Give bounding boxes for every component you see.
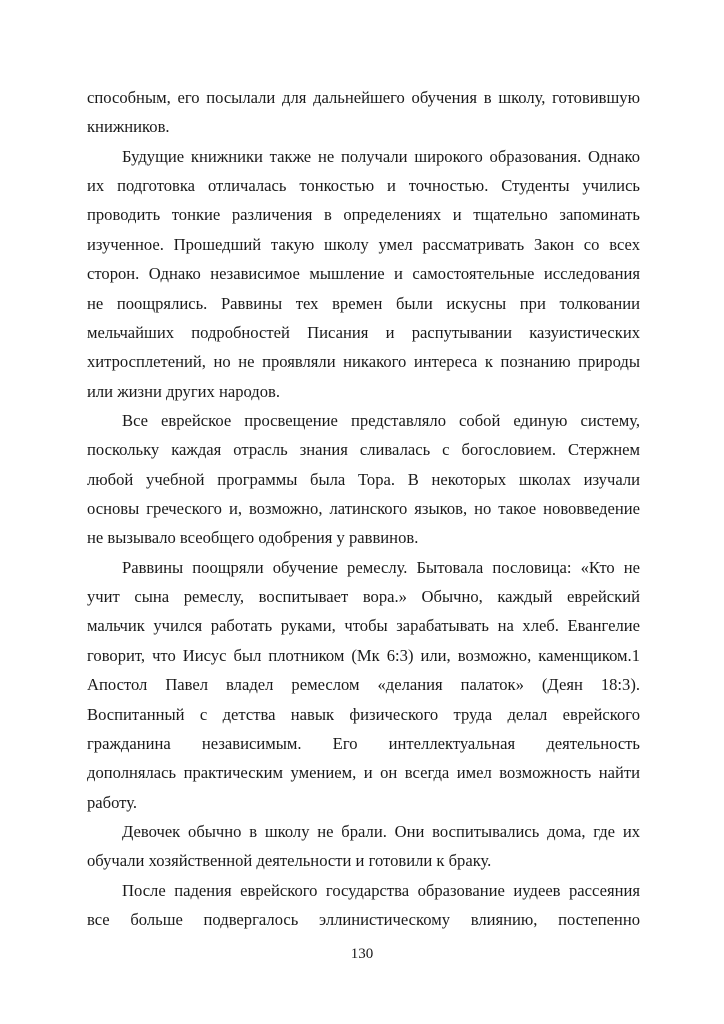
text-line: Воспитанный с детства навык физического труда делал еврейского (87, 704, 640, 724)
text-line: не поощрялись. Раввины тех времен были искусны при толковании (87, 293, 640, 313)
text-line: Апостол Павел владел ремеслом «делания палаток» (Деян 18:3). (87, 675, 640, 695)
text-line: сторон. Однако независимое мышление и самостоятельные исследования (87, 264, 640, 284)
text-line: гражданина независимым. Его интеллектуальная деятельность (87, 733, 640, 753)
text-line: основы греческого и, возможно, латинского языков, но такое нововведение (87, 499, 640, 519)
text-line: хитросплетений, но не проявляли никакого интереса к познанию природы (87, 352, 640, 372)
text-line: обучали хозяйственной деятельности и готовили к браку. (87, 851, 492, 871)
text-line: способным, его посылали для дальнейшего обучения в школу, готовившую (87, 88, 640, 107)
text-line: проводить тонкие различения в определениях и тщательно запоминать (87, 205, 640, 225)
text-line: не вызывало всеобщего одобрения у раввинов. (87, 528, 419, 548)
text-line: Девочек обычно в школу не брали. Они воспитывались дома, где их (122, 822, 640, 841)
text-line: мельчайших подробностей Писания и распутывании казуистических (87, 322, 640, 342)
text-line: Будущие книжники также не получали широкого образования. Однако (122, 146, 640, 166)
text-line: мальчик учился работать руками, чтобы зарабатывать на хлеб. Евангелие (87, 616, 640, 636)
page-number: 130 (350, 946, 374, 962)
text-line: книжников. (87, 117, 170, 137)
text-line: говорит, что Иисус был плотником (Мк 6:3) или, возможно, каменщиком.1 (87, 645, 640, 665)
text-line: изученное. Прошедший такую школу умел рассматривать Закон со всех (87, 234, 640, 254)
text-line: их подготовка отличалась тонкостью и точностью. Студенты учились (87, 176, 640, 196)
text-line: дополнялась практическим умением, и он всегда имел возможность найти (87, 763, 640, 783)
text-line: поскольку каждая отрасль знания сливалась с богословием. Стержнем (87, 440, 640, 460)
text-line: или жизни других народов. (87, 381, 281, 401)
text-line: все больше подвергалось эллинистическому влиянию, постепенно (87, 910, 640, 930)
text-line: работу. (87, 792, 137, 812)
text-line: Все еврейское просвещение представляло собой единую систему, (122, 410, 640, 430)
text-line: учит сына ремеслу, воспитывает вора.» Обычно, каждый еврейский (87, 587, 640, 607)
text-line: После падения еврейского государства образование иудеев рассеяния (122, 880, 640, 900)
text-line: любой учебной программы была Тора. В некоторых школах изучали (87, 469, 640, 489)
text-line: Раввины поощряли обучение ремеслу. Бытовала пословица: «Кто не (122, 557, 640, 577)
